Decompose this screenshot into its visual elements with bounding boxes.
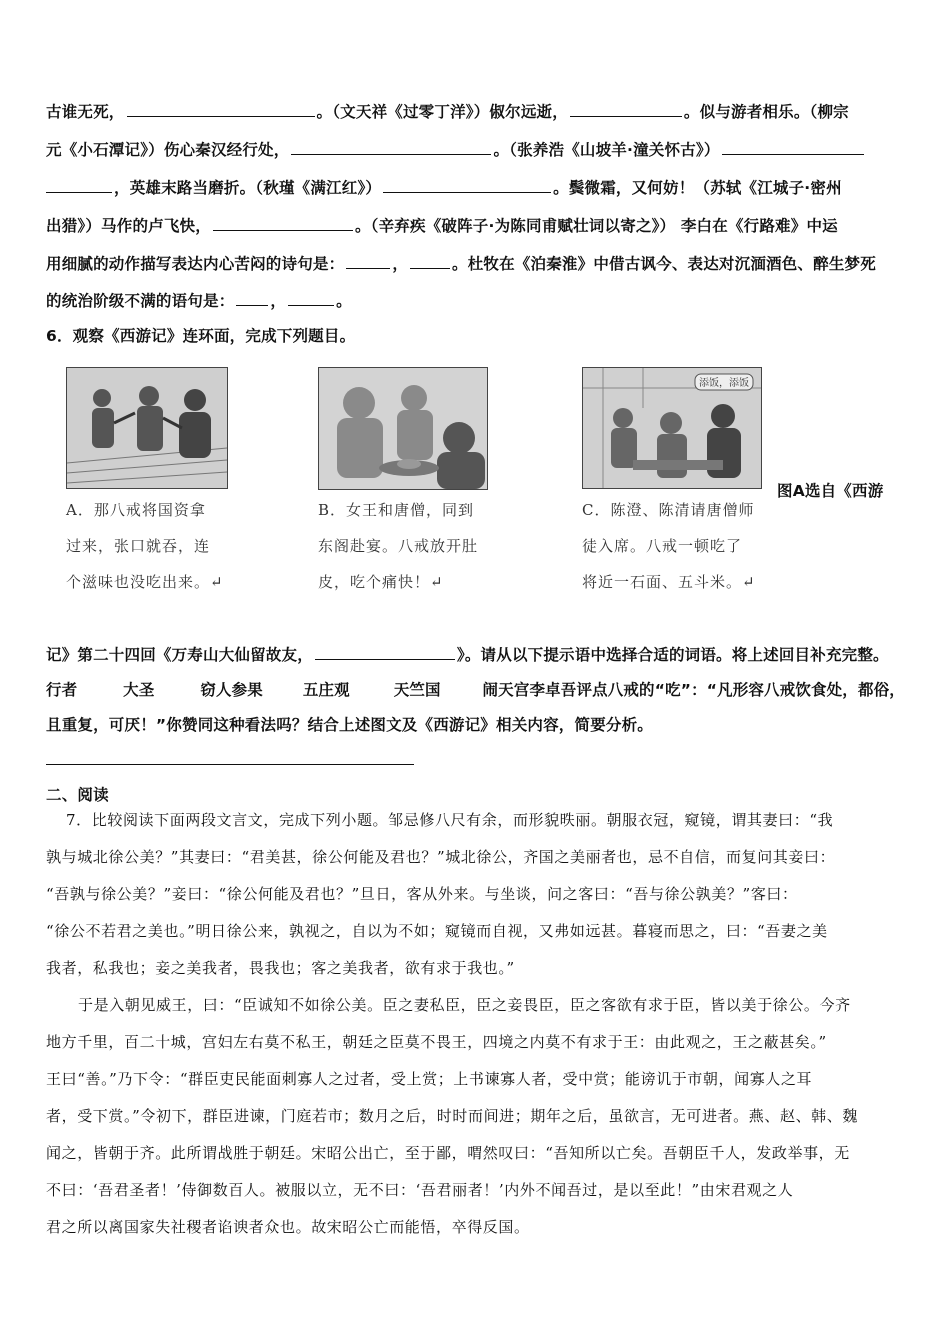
passage-line: 王曰“善。”乃下令：“群臣吏民能面刺寡人之过者，受上赏；上书谏寡人者，受中赏；能谤讥于市朝，闻寡人之耳: [46, 1070, 813, 1088]
caption-line: 过来，张口就吞，连: [66, 537, 211, 555]
answer-blank[interactable]: [291, 139, 491, 155]
keyword-option: 五庄观: [302, 681, 350, 699]
passage-line: 孰与城北徐公美？”其妻曰：“君美甚，徐公何能及君也？”城北徐公，齐国之美丽者也，忌不自信，而复问其妾曰：: [46, 848, 836, 866]
caption-line: 徒入席。八戒一顿吃了: [582, 537, 743, 555]
text-segment: 的统治阶级不满的语句是：: [46, 292, 235, 310]
text-segment: 。（辛弃疾《破阵子·为陈同甫赋壮词以寄之》） 李白在《行路难》中运: [354, 217, 838, 235]
caption-line: B．女王和唐僧，同到: [318, 501, 475, 519]
text-line: 且重复，可厌！”你赞同这种看法吗？结合上述图文及《西游记》相关内容，简要分析。: [46, 716, 653, 734]
text-segment: ，: [392, 255, 409, 273]
keyword-option: 窃人参果: [200, 681, 263, 699]
text-segment: 用细腻的动作描写表达内心苦闷的诗句是：: [46, 255, 345, 273]
text-segment: 。: [336, 292, 352, 310]
answer-blank[interactable]: [236, 290, 268, 306]
speech-bubble-text: 添饭，添饭: [699, 378, 749, 389]
comic-illustration: [319, 368, 487, 489]
text-segment: 》。请从以下提示语中选择合适的词语。将上述回目补充完整。: [456, 646, 889, 664]
text-line: [46, 215, 838, 236]
text-segment: 古谁无死，: [46, 103, 125, 121]
answer-blank[interactable]: [213, 215, 353, 231]
passage-line: 我者，私我也；妾之美我者，畏我也；客之美我者，欲有求于我也。”: [46, 959, 515, 977]
answer-blank[interactable]: [410, 253, 450, 269]
answer-blank[interactable]: [346, 253, 390, 269]
text-segment: 。鬓微霜，又何妨！（苏轼《江城子·密州: [553, 179, 842, 197]
caption-line: A．那八戒将国资拿: [66, 501, 206, 519]
passage-line: 地方千里，百二十城，宫妇左右莫不私王，朝廷之臣莫不畏王，四境之内莫不有求于王：由此观之，王之蔽甚矣。”: [46, 1033, 827, 1051]
text-line: [46, 139, 866, 160]
question-6-heading: 6．观察《西游记》连环面，完成下列题目。: [46, 327, 356, 345]
text-segment: 元《小石潭记》）伤心秦汉经行处，: [46, 141, 290, 159]
passage-line: 君之所以离国家失社稷者谄谀者众也。故宋昭公亡而能悟，卒得反国。: [46, 1218, 530, 1236]
text-segment: 。杜牧在《泊秦淮》中借古讽今、表达对沉湎酒色、醉生梦死: [452, 255, 876, 273]
passage-line: 不曰：‘吾君圣者！’侍御数百人。被服以立，无不曰：‘吾君丽者！’内外不闻吾过，是以至此！”由宋君观之人: [46, 1181, 794, 1199]
passage-line: “吾孰与徐公美？”妾曰：“徐公何能及君也？”旦日，客从外来。与坐谈，问之客曰：“吾与徐公孰美？”客曰：: [46, 885, 798, 903]
text-line: [46, 290, 352, 311]
figure-source-note: 图A选自《西游: [777, 482, 884, 500]
passage-line: 7．比较阅读下面两段文言文，完成下列小题。邹忌修八尺有余，而形貌昳丽。朝服衣冠，窥镜，谓其妻曰：“我: [66, 811, 834, 829]
caption-line: C．陈澄、陈清请唐僧师: [582, 501, 755, 519]
section-heading: 二、阅读: [46, 786, 109, 804]
passage-line: “徐公不若君之美也。”明日徐公来，孰视之，自以为不如；窥镜而自视，又弗如远甚。暮寝而思之，曰：“吾妻之美: [46, 922, 828, 940]
keyword-option: 天竺国: [393, 681, 441, 699]
text-segment: 。（文天祥《过零丁洋》）俶尔远逝，: [316, 103, 568, 121]
text-line: [46, 101, 849, 122]
text-segment: ，英雄末路当磨折。（秋瑾《满江红》）: [114, 179, 382, 197]
passage-line: 闻之，皆朝于齐。此所谓战胜于朝廷。宋昭公出亡，至于鄙，喟然叹曰：“吾知所以亡矣。吾朝臣千人，发政举事，无: [46, 1144, 850, 1162]
answer-blank[interactable]: [315, 644, 455, 660]
answer-blank[interactable]: [127, 101, 315, 117]
text-segment: 。（张养浩《山坡羊·潼关怀古》）: [493, 141, 720, 159]
caption-line: 皮，吃个痛快！↵: [318, 573, 444, 591]
text-segment: ，: [270, 292, 287, 310]
comic-panel-b: [318, 367, 488, 490]
answer-blank[interactable]: [722, 139, 864, 155]
answer-line[interactable]: [46, 764, 414, 765]
text-segment: 出猎》）马作的卢飞快，: [46, 217, 211, 235]
comic-panel-a: [66, 367, 228, 489]
comic-illustration: [583, 368, 761, 488]
text-segment: 。似与游者相乐。（柳宗: [683, 103, 849, 121]
caption-line: 东阁赴宴。八戒放开肚: [318, 537, 479, 555]
answer-blank[interactable]: [570, 101, 682, 117]
text-segment: 记》第二十四回《万寿山大仙留故友，: [46, 646, 313, 664]
caption-a: [66, 492, 224, 600]
text-line: [46, 177, 842, 198]
text-line: [46, 680, 905, 700]
caption-line: 将近一石面、五斗米。↵: [582, 573, 756, 591]
passage-line: 于是入朝见威王，曰：“臣诚知不如徐公美。臣之妻私臣，臣之妾畏臣，臣之客欲有求于臣，皆以美于徐公。今齐: [78, 996, 851, 1014]
caption-b: [318, 492, 478, 600]
keyword-option: 行者: [46, 681, 78, 699]
text-line: [46, 253, 876, 274]
caption-c: [582, 492, 756, 600]
answer-blank[interactable]: [46, 177, 112, 193]
passage-line: 者，受下赏。”令初下，群臣进谏，门庭若市；数月之后，时时而间进；期年之后，虽欲言，无可进者。燕、赵、韩、魏: [46, 1107, 858, 1125]
text-line: [46, 644, 889, 665]
keyword-option: 大圣: [123, 681, 155, 699]
answer-blank[interactable]: [383, 177, 551, 193]
text-segment: 闹天宫李卓吾评点八戒的“吃”：“凡形容八戒饮食处，都俗，: [482, 681, 905, 699]
answer-blank[interactable]: [288, 290, 334, 306]
caption-line: 个滋味也没吃出来。↵: [66, 573, 224, 591]
comic-panel-c: [582, 367, 762, 489]
comic-illustration: [67, 368, 227, 488]
